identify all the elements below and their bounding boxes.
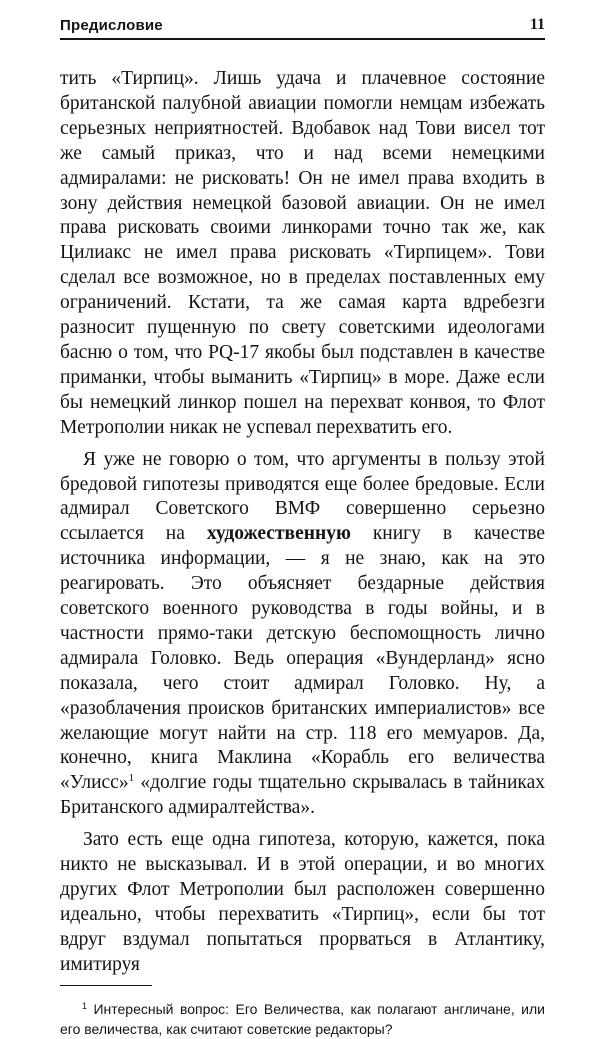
chapter-title: Предисловие [60, 17, 163, 34]
footnote-marker: 1 [82, 1000, 88, 1011]
paragraph-3: Зато есть еще одна гипотеза, которую, кажется, пока никто не высказывал. И в этой операции, и во многих других Флот Метрополии был расположен совершенно идеально, чтобы перехватить «Тирпиц», если бы тот вдруг вздумал попытаться прорваться в Атлантику, имитируя [60, 829, 545, 975]
paragraph-2-part-c: «долгие годы тщательно скрывалась в тайниках Британского адмиралтейства». [60, 772, 545, 819]
footnote-divider [60, 985, 152, 986]
footnote-reference: 1 [128, 772, 135, 785]
footnote [60, 999, 545, 1039]
paragraph-2-part-a: Я уже не говорю о том, что аргументы в пользу этой бредовой гипотезы приводятся еще более бредовые. Если адмирал Советского ВМФ совершенно серьезно ссылается на [60, 448, 545, 545]
emphasized-word: художественную [206, 523, 351, 545]
paragraph-2-part-b: книгу в качестве источника информации, — я не знаю, как на это реагировать. Это объясняет бездарные действия советского военного руководства в годы войны, и в частности прямо-таки детскую беспомощность лично адмирала Головко. Ведь операция «Вундерланд» ясно показала, чего стоит адмирал Головко. Ну, а «разоблачения происков британских империалистов» все желающие могут найти на стр. 118 его мемуаров. Да, конечно, книга Маклина «Корабль его величества «Улисс» [60, 523, 545, 794]
running-header [60, 14, 545, 40]
page-number: 11 [529, 16, 545, 33]
paragraph-2 [60, 448, 545, 822]
book-page [60, 14, 545, 1039]
paragraph-1: тить «Тирпиц». Лишь удача и плачевное состояние британской палубной авиации помогли немцам избежать серьезных неприятностей. Вдобавок над Тови висел тот же самый приказ, что и над всеми немецкими адмиралами: не рисковать! Он не имел права входить в зону действия немецкой базовой авиации. Он не имел права рисковать своими линкорами точно так же, как Цилиакс не имел права рисковать «Тирпицем». Тови сделал все возможное, но в пределах поставленных ему ограничений. Кстати, та же самая карта вдребезги разносит пущенную по свету советскими идеологами басню о том, что PQ-17 якобы был подставлен в качестве приманки, чтобы выманить «Тирпиц» в море. Даже если бы немецкий линкор пошел на перехват конвоя, то Флот Метрополии никак не успевал перехватить его. [60, 68, 545, 438]
footnote-text: Интересный вопрос: Его Величества, как полагают англичане, или его величества, как считают советские редакторы? [60, 1000, 545, 1037]
main-text [60, 67, 545, 978]
